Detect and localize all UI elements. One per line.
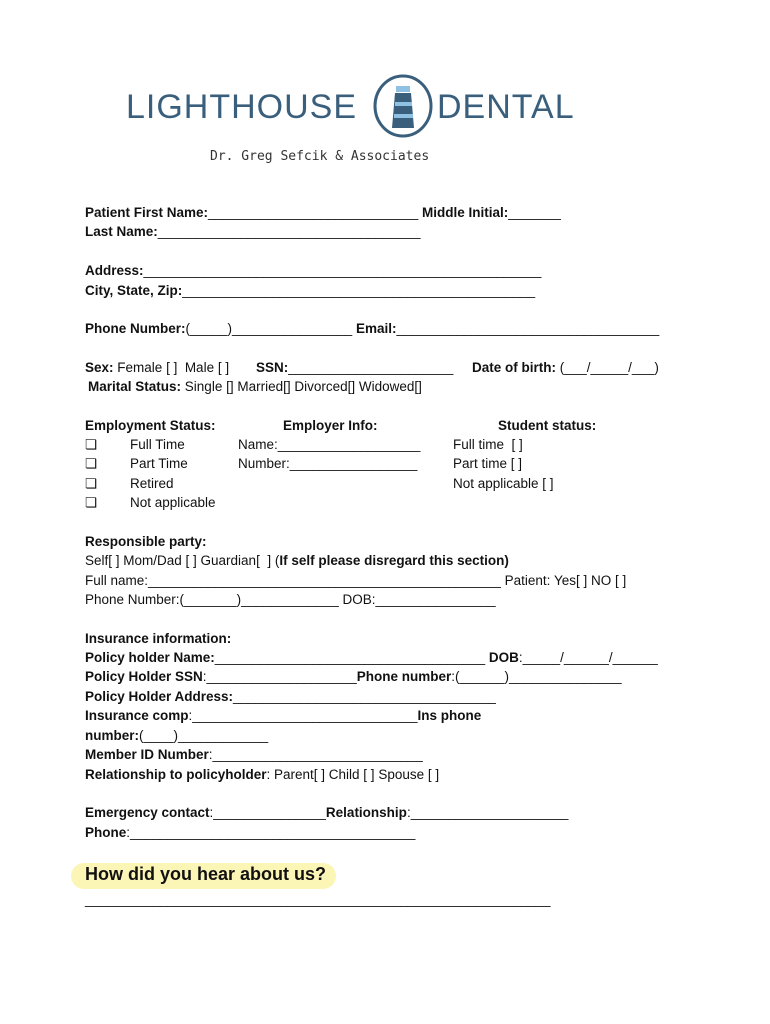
employment-option-label: Full Time	[130, 437, 185, 452]
holder-dob-label: DOB	[488, 650, 519, 665]
employment-option-label: Part Time	[130, 456, 188, 471]
address-field[interactable]: _____________________________________________________	[143, 263, 542, 278]
email-label: Email:	[355, 321, 397, 336]
last-name-row	[85, 222, 421, 241]
responsible-options-row	[85, 551, 509, 570]
sex-options[interactable]: Female [ ] Male [ ]	[117, 360, 230, 375]
emergency-relationship-field[interactable]: :_____________________	[406, 805, 569, 820]
middle-initial-field[interactable]: _______	[508, 205, 561, 220]
responsible-phone-field[interactable]: Phone Number:(_______)_____________ DOB:________________	[85, 592, 496, 607]
member-id-row	[85, 745, 423, 764]
referral-answer-field[interactable]: ______________________________________________________________	[85, 892, 551, 907]
sex-group	[85, 358, 229, 377]
ssn-label: SSN:	[256, 360, 289, 375]
address-row	[85, 261, 541, 280]
dob-field[interactable]: (___/_____/___)	[559, 360, 659, 375]
employment-status-heading: Employment Status:	[85, 418, 216, 433]
responsible-options[interactable]: Self[ ] Mom/Dad [ ] Guardian[ ] (	[85, 553, 280, 568]
member-id-label: Member ID Number	[85, 747, 209, 762]
emergency-contact-field[interactable]: :_______________	[209, 805, 326, 820]
lighthouse-icon	[375, 76, 431, 136]
member-id-field[interactable]: :____________________________	[208, 747, 423, 762]
relationship-label: Relationship to policyholder	[85, 767, 267, 782]
patient-name-row	[85, 203, 561, 222]
practice-subtitle: Dr. Greg Sefcik & Associates	[210, 149, 430, 164]
logo-right-text: DENTAL	[437, 88, 575, 126]
responsible-party-heading: Responsible party:	[85, 534, 207, 549]
relationship-options[interactable]: : Parent[ ] Child [ ] Spouse [ ]	[266, 767, 440, 782]
middle-initial-label: Middle Initial:	[422, 205, 509, 220]
ssn-field[interactable]: ______________________	[288, 360, 454, 375]
city-row	[85, 281, 535, 300]
holder-ssn-field[interactable]: :____________________	[202, 669, 357, 684]
student-option-full-time[interactable]: Full time [ ]	[453, 437, 523, 452]
city-field[interactable]: _______________________________________________	[182, 283, 536, 298]
emergency-phone-row	[85, 823, 415, 842]
employment-option-not-applicable[interactable]	[85, 493, 97, 512]
checkbox-icon[interactable]: ❏	[85, 456, 98, 471]
email-field[interactable]: ___________________________________	[396, 321, 660, 336]
employer-info-heading: Employer Info:	[283, 418, 378, 433]
last-name-label: Last Name:	[85, 224, 158, 239]
first-name-label: Patient First Name:	[85, 205, 209, 220]
emergency-contact-label: Emergency contact	[85, 805, 210, 820]
employment-option-part-time[interactable]	[85, 454, 97, 473]
dob-group	[472, 358, 659, 377]
last-name-field[interactable]: ___________________________________	[157, 224, 421, 239]
emergency-phone-label: Phone	[85, 825, 127, 840]
emergency-relationship-label: Relationship	[325, 805, 407, 820]
referral-question: How did you hear about us?	[85, 864, 327, 884]
holder-ssn-row	[85, 667, 622, 686]
holder-name-field[interactable]: ____________________________________	[214, 650, 489, 665]
employment-option-full-time[interactable]	[85, 435, 97, 454]
checkbox-icon[interactable]: ❏	[85, 476, 98, 491]
ins-phone-label-line2: number:	[85, 728, 139, 743]
lighthouse-dental-logo	[124, 72, 594, 138]
responsible-note: If self please disregard this section)	[279, 553, 509, 568]
phone-field[interactable]: (_____)________________	[185, 321, 353, 336]
phone-label: Phone Number:	[85, 321, 186, 336]
holder-address-label: Policy Holder Address:	[85, 689, 234, 704]
holder-address-row	[85, 687, 496, 706]
checkbox-icon[interactable]: ❏	[85, 437, 98, 452]
logo-left-text: LIGHTHOUSE	[126, 88, 358, 126]
employer-number-field[interactable]: Number:_________________	[238, 456, 418, 471]
insurance-heading: Insurance information:	[85, 631, 232, 646]
emergency-phone-field[interactable]: :______________________________________	[126, 825, 416, 840]
emergency-row	[85, 803, 568, 822]
insurance-comp-label: Insurance comp	[85, 708, 189, 723]
city-label: City, State, Zip:	[85, 283, 183, 298]
marital-row	[88, 377, 422, 396]
student-status-heading: Student status:	[498, 418, 597, 433]
holder-name-label: Policy holder Name:	[85, 650, 215, 665]
sex-label: Sex:	[85, 360, 114, 375]
responsible-full-name-field[interactable]: Full name:_______________________________________________ Patient: Yes[ ] NO [ ]	[85, 573, 627, 588]
employment-option-retired[interactable]	[85, 474, 97, 493]
holder-phone-field[interactable]: :(______)_______________	[451, 669, 622, 684]
holder-name-row	[85, 648, 658, 667]
first-name-field[interactable]: ____________________________	[208, 205, 419, 220]
student-option-part-time[interactable]: Part time [ ]	[453, 456, 523, 471]
marital-label: Marital Status:	[88, 379, 182, 394]
ins-phone-row	[85, 726, 268, 745]
dob-label: Date of birth:	[472, 360, 556, 375]
contact-row	[85, 319, 659, 338]
address-label: Address:	[85, 263, 144, 278]
holder-ssn-label: Policy Holder SSN	[85, 669, 203, 684]
employment-option-label: Retired	[130, 476, 174, 491]
checkbox-icon[interactable]: ❏	[85, 495, 98, 510]
employer-name-field[interactable]: Name:___________________	[238, 437, 421, 452]
holder-phone-label: Phone number	[356, 669, 452, 684]
relationship-row	[85, 765, 439, 784]
insurance-comp-row	[85, 706, 481, 725]
insurance-comp-field[interactable]: :______________________________	[188, 708, 418, 723]
student-option-not-applicable[interactable]: Not applicable [ ]	[453, 476, 554, 491]
holder-address-field[interactable]: ___________________________________	[233, 689, 496, 704]
ssn-group	[256, 358, 453, 377]
ins-phone-label: Ins phone	[417, 708, 482, 723]
marital-options[interactable]: Single [] Married[] Divorced[] Widowed[]	[184, 379, 422, 394]
employment-option-label: Not applicable	[130, 495, 216, 510]
holder-dob-field[interactable]: :_____/______/______	[518, 650, 658, 665]
ins-phone-field[interactable]: (____)____________	[139, 728, 269, 743]
